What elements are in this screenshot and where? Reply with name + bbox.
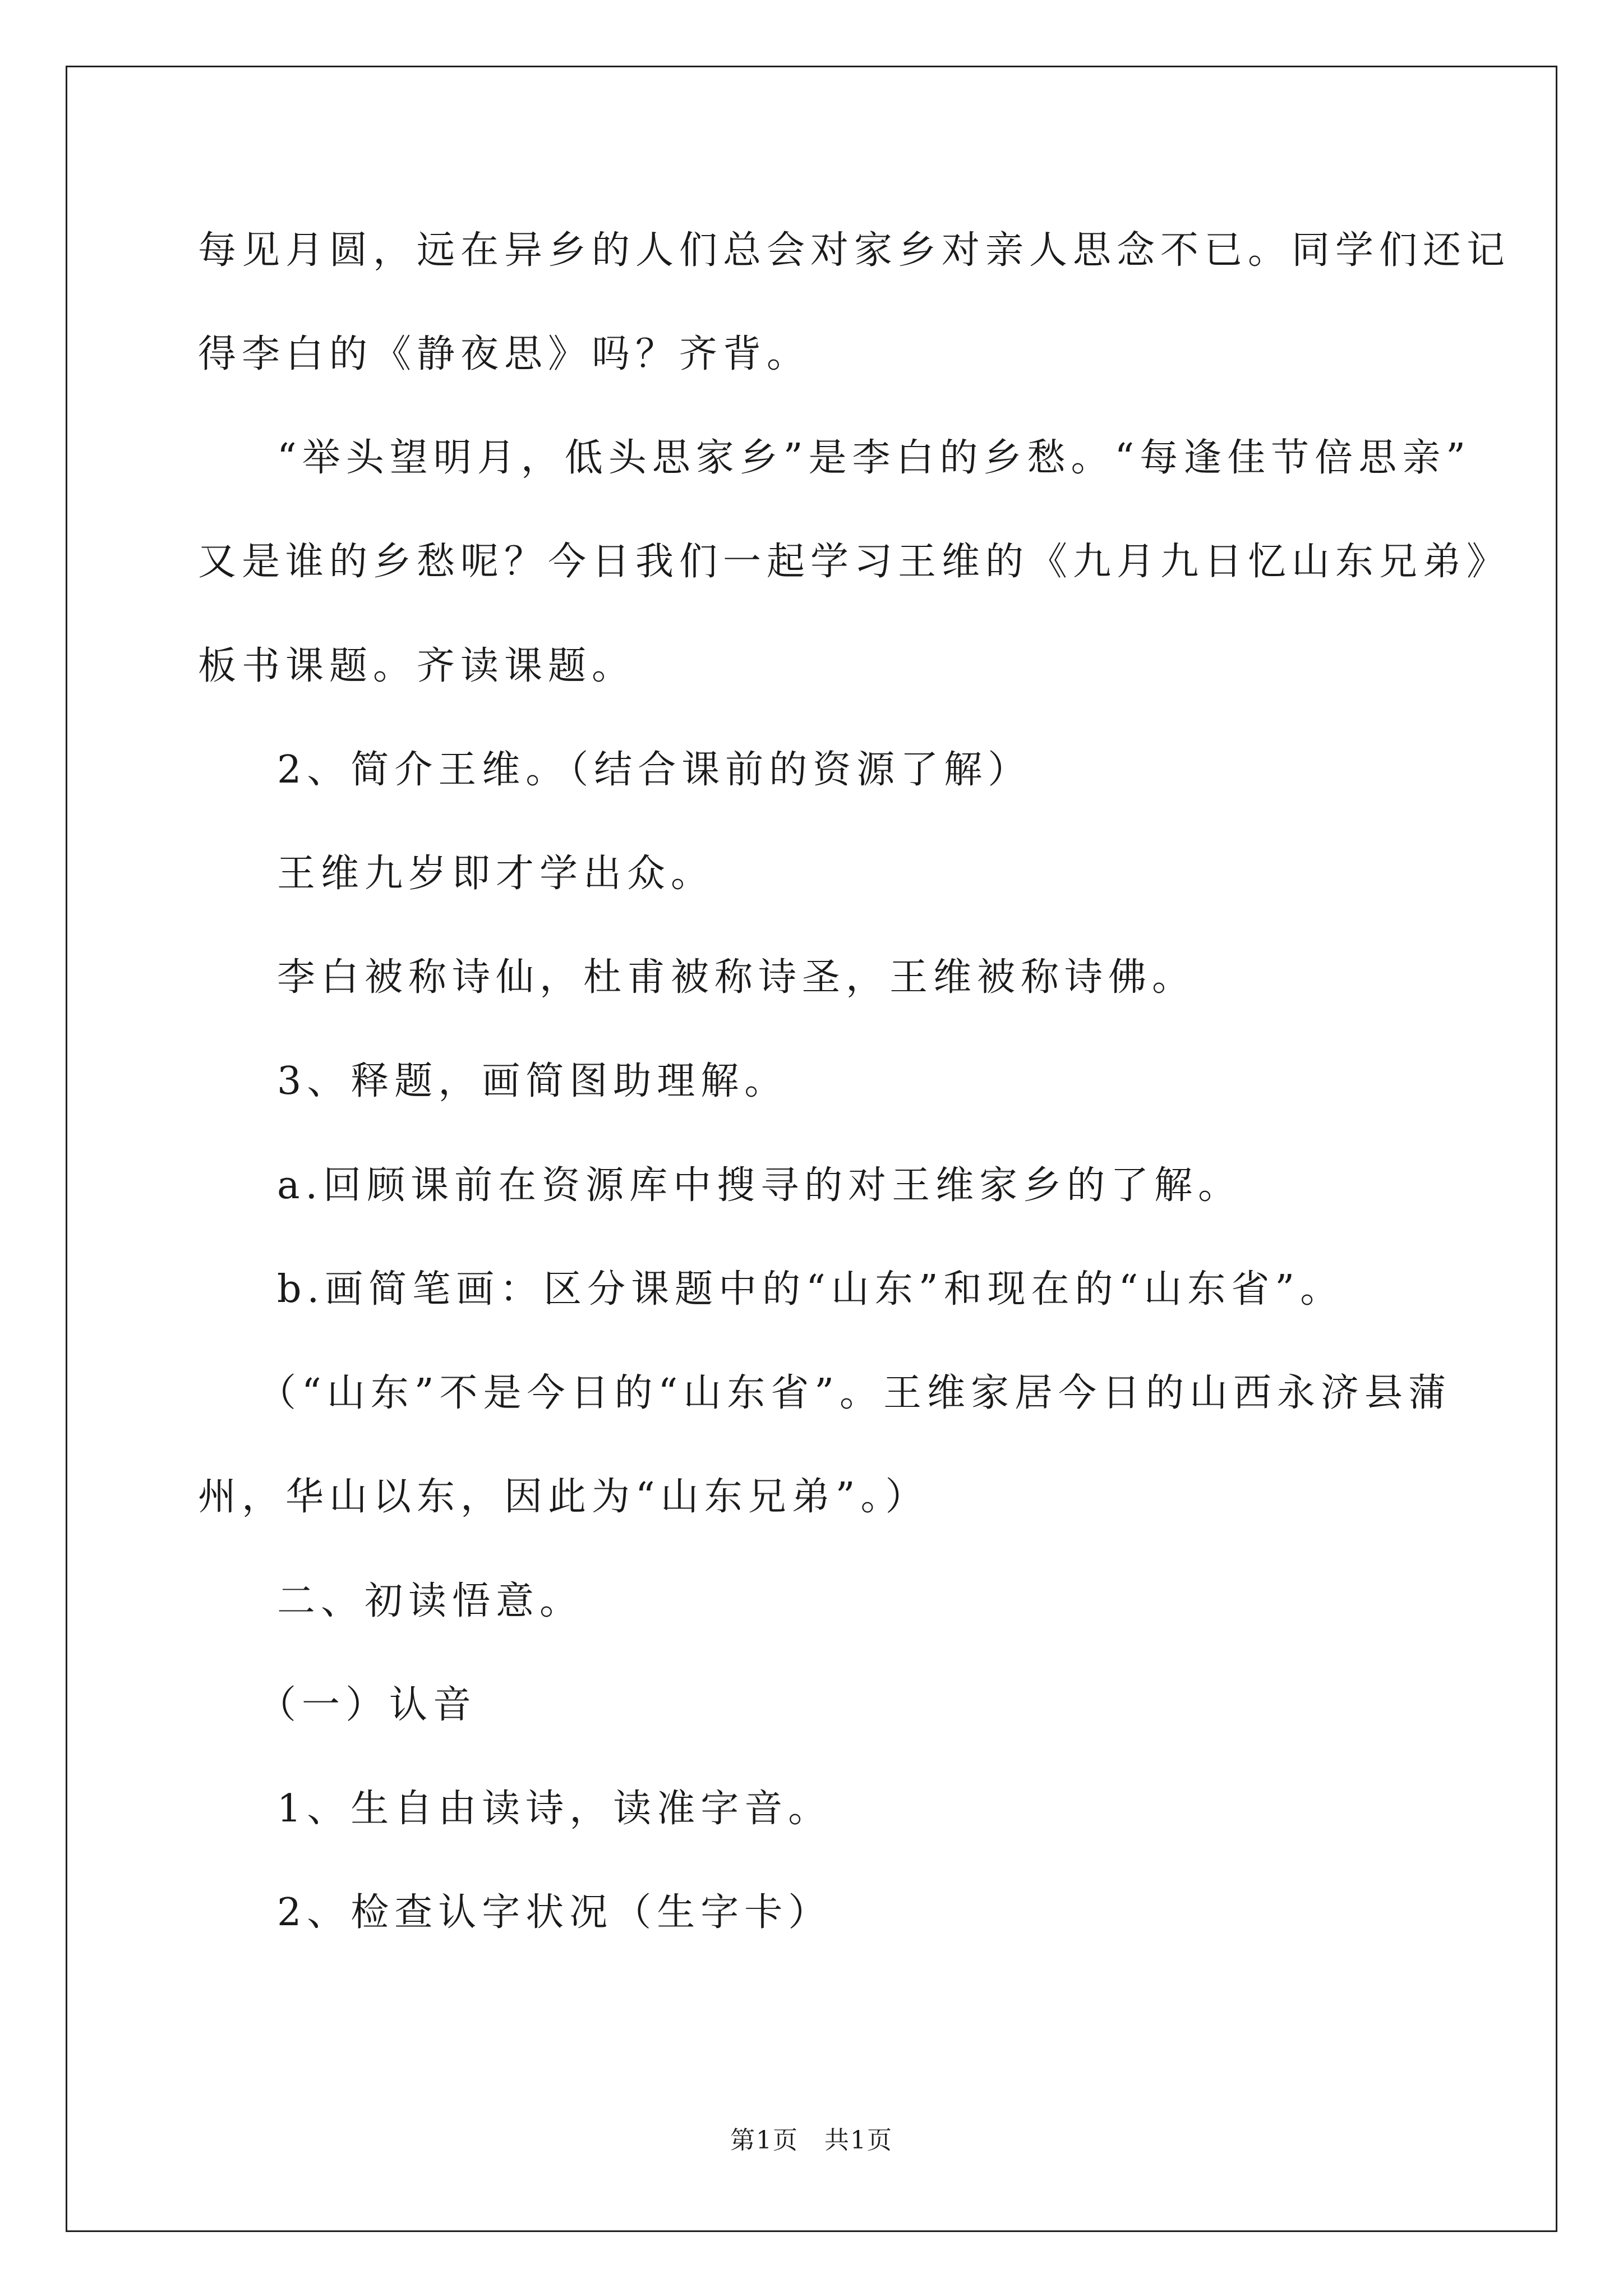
text-line-16: 1、生自由读诗，读准字音。 xyxy=(277,1787,832,1831)
text-line-4: 又是谁的乡愁呢？今日我们一起学习王维的《九月九日忆山东兄弟》 xyxy=(198,540,1511,584)
text-line-17: 2、检查认字状况（生字卡） xyxy=(277,1890,832,1935)
text-line-11: b.画简笔画：区分课题中的“山东”和现在的“山东省”。 xyxy=(277,1267,1344,1312)
text-line-6: 2、简介王维。（结合课前的资源了解） xyxy=(277,748,1032,792)
text-line-5: 板书课题。齐读课题。 xyxy=(198,644,636,688)
text-line-7: 王维九岁即才学出众。 xyxy=(277,852,715,896)
text-line-1: 每见月圆，远在异乡的人们总会对家乡对亲人思念不已。同学们还记 xyxy=(198,228,1511,273)
page-footer: 第1页 共1页 xyxy=(730,2126,893,2155)
text-line-2: 得李白的《静夜思》吗？齐背。 xyxy=(198,332,811,376)
text-line-14: 二、初读悟意。 xyxy=(277,1579,584,1623)
text-line-9: 3、释题，画简图助理解。 xyxy=(277,1059,789,1103)
text-line-15: （一）认音 xyxy=(258,1683,477,1727)
text-line-12: （“山东”不是今日的“山东省”。王维家居今日的山西永济县蒲 xyxy=(258,1371,1453,1415)
text-line-10: a.回顾课前在资源库中搜寻的对王维家乡的了解。 xyxy=(277,1163,1242,1208)
text-line-3: “举头望明月，低头思家乡”是李白的乡愁。“每逢佳节倍思亲” xyxy=(277,436,1472,480)
text-line-13: 州，华山以东，因此为“山东兄弟”。） xyxy=(198,1475,929,1519)
text-line-8: 李白被称诗仙，杜甫被称诗圣，王维被称诗佛。 xyxy=(277,955,1196,1000)
